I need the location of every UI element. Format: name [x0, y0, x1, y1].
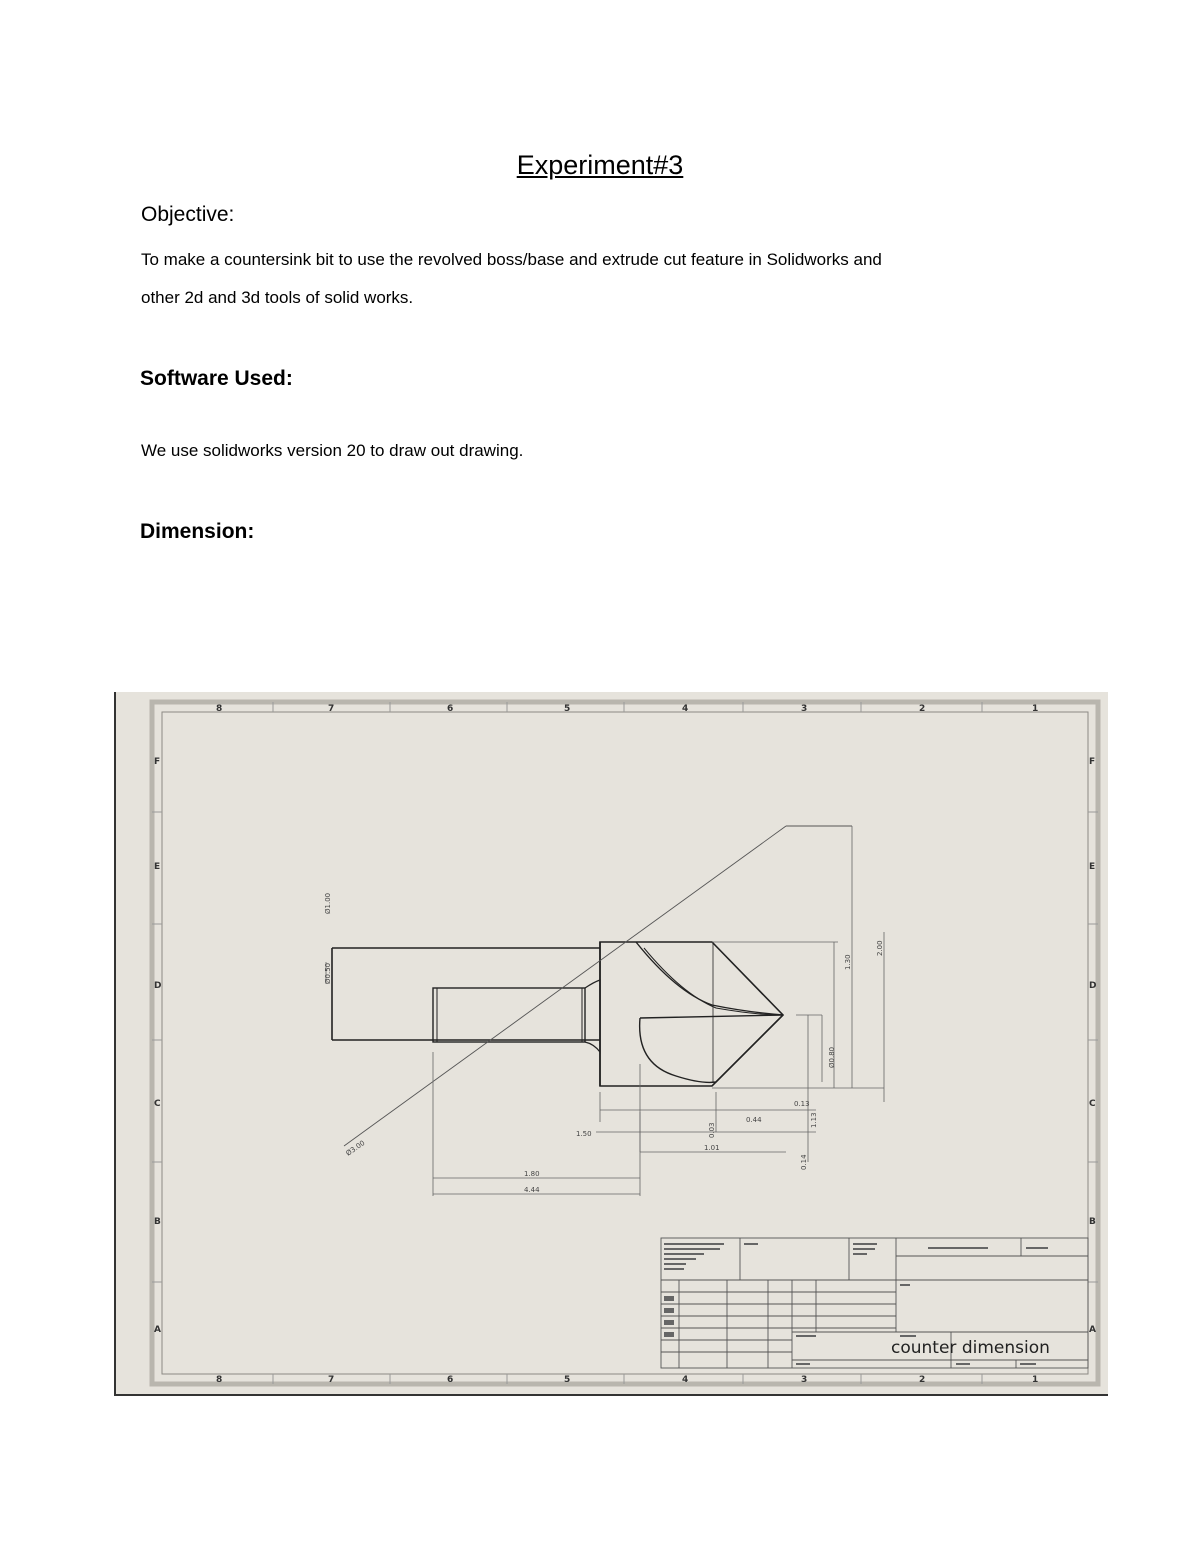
software-heading: Software Used:	[140, 367, 293, 390]
drawing-canvas	[116, 692, 1110, 1396]
dim-shank-diameter: Ø0.50	[324, 962, 332, 984]
zone-col-7-top: 7	[328, 704, 335, 714]
objective-text-line-1: To make a countersink bit to use the revolved boss/base and extrude cut feature in Solidworks and	[141, 250, 882, 269]
dim-bottom-6: 1.50	[576, 1130, 592, 1138]
zone-col-2-bottom: 2	[919, 1375, 926, 1385]
zone-col-4-top: 4	[682, 704, 689, 714]
zone-col-4-bottom: 4	[682, 1375, 689, 1385]
dim-right-overall: 2.00	[876, 940, 884, 956]
zone-row-d-right: D	[1089, 981, 1097, 991]
dim-bottom-4: 0.44	[746, 1116, 762, 1124]
objective-heading: Objective:	[141, 203, 235, 226]
dim-angle: Ø3.00	[344, 1138, 367, 1158]
zone-col-6-bottom: 6	[447, 1375, 454, 1385]
zone-row-b-left: B	[154, 1217, 161, 1227]
document-title: Experiment#3	[516, 150, 684, 180]
engineering-drawing	[114, 692, 1108, 1396]
zone-row-c-left: C	[154, 1099, 161, 1109]
zone-row-a-left: A	[154, 1325, 161, 1335]
countersink-bit-view	[332, 942, 783, 1086]
dim-bottom-7: 0.13	[794, 1100, 810, 1108]
software-text: We use solidworks version 20 to draw out drawing.	[141, 441, 524, 460]
zone-row-a-right: A	[1089, 1325, 1096, 1335]
inner-border	[162, 712, 1088, 1374]
dim-bottom-1: 1.80	[524, 1170, 540, 1178]
zone-col-2-top: 2	[919, 704, 926, 714]
dim-bottom-3: 0.03	[708, 1122, 716, 1138]
dim-bottom-5: 1.01	[704, 1144, 720, 1152]
dimension-lines	[326, 826, 884, 1196]
outer-border	[152, 702, 1098, 1384]
zone-col-3-top: 3	[801, 704, 808, 714]
dim-bottom-9: 0.14	[800, 1154, 808, 1170]
zone-col-5-top: 5	[564, 704, 571, 714]
zone-row-b-right: B	[1089, 1217, 1096, 1227]
zone-row-e-left: E	[154, 862, 161, 872]
zone-col-8-top: 8	[216, 704, 223, 714]
zone-col-6-top: 6	[447, 704, 454, 714]
zone-col-8-bottom: 8	[216, 1375, 223, 1385]
zone-row-d-left: D	[154, 981, 162, 991]
dim-bottom-8: 1.13	[810, 1112, 818, 1128]
objective-text-line-2: other 2d and 3d tools of solid works.	[141, 288, 414, 307]
zone-row-c-right: C	[1089, 1099, 1096, 1109]
zone-row-f-left: F	[154, 757, 161, 767]
zone-col-1-bottom: 1	[1032, 1375, 1039, 1385]
dim-cone-diameter: Ø0.80	[828, 1046, 836, 1068]
dim-bottom-2: 4.44	[524, 1186, 540, 1194]
dim-top-diameter: Ø1.00	[324, 892, 332, 914]
dim-right-inner: 1.30	[844, 954, 852, 970]
dimension-heading: Dimension:	[140, 520, 255, 543]
zone-col-5-bottom: 5	[564, 1375, 571, 1385]
zone-col-1-top: 1	[1032, 704, 1039, 714]
diameter-leader-line	[344, 826, 786, 1146]
zone-row-f-right: F	[1089, 757, 1096, 767]
zone-ticks	[152, 702, 1098, 1384]
zone-col-3-bottom: 3	[801, 1375, 808, 1385]
part-name: counter dimension	[891, 1338, 1050, 1358]
zone-row-e-right: E	[1089, 862, 1096, 872]
zone-col-7-bottom: 7	[328, 1375, 335, 1385]
